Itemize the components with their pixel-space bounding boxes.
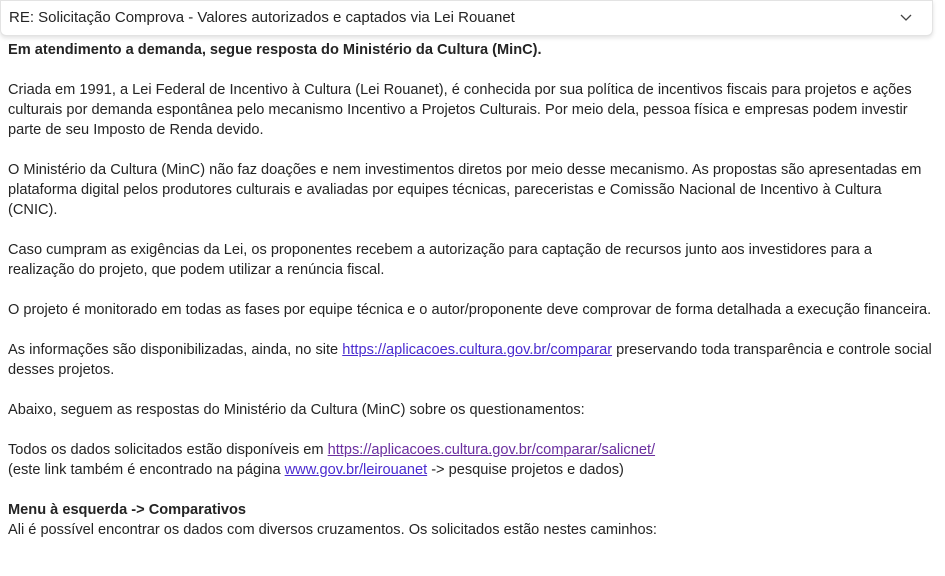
menu-text: Ali é possível encontrar os dados com diversos cruzamentos. Os solicitados estão nestes caminhos: xyxy=(8,522,657,538)
dados-line2-before: (este link também é encontrado na página xyxy=(8,462,285,478)
intro-text: Em atendimento a demanda, segue resposta do Ministério da Cultura (MinC). xyxy=(8,42,542,58)
message-body xyxy=(8,40,933,560)
paragraph-minc-doacoes: O Ministério da Cultura (MinC) não faz doações e nem investimentos diretos por meio desse mecanismo. As propostas são apresentadas em plataforma digital pelos produtores culturais e avaliadas por equipes técnicas, pareceristas e Comissão Nacional de Incentivo à Cultura (CNIC). xyxy=(8,162,922,218)
salicnet-link[interactable]: https://aplicacoes.cultura.gov.br/comparar/salicnet/ xyxy=(327,442,656,458)
leirouanet-link[interactable]: www.gov.br/leirouanet xyxy=(284,462,428,478)
dados-text-before: Todos os dados solicitados estão disponíveis em xyxy=(8,442,328,458)
paragraph-informacoes-text-before: As informações são disponibilizadas, ainda, no site xyxy=(8,342,343,358)
paragraph-lei-rouanet: Criada em 1991, a Lei Federal de Incentivo à Cultura (Lei Rouanet), é conhecida por sua política de incentivos fiscais para projetos e ações culturais por demanda espontânea pelo mecanismo Incentivo a Projetos Culturais. Por meio dela, pessoa física e empresas podem investir parte de seu Imposto de Renda devido. xyxy=(8,82,912,138)
paragraph-exigencias: Caso cumpram as exigências da Lei, os proponentes recebem a autorização para captação de recursos junto aos investidores para a realização do projeto, que podem utilizar a renúncia fiscal. xyxy=(8,242,872,278)
message-subject-bar xyxy=(0,0,933,36)
scrollbar-gutter xyxy=(933,0,945,576)
paragraph-abaixo: Abaixo, seguem as respostas do Ministério da Cultura (MinC) sobre os questionamentos: xyxy=(8,402,585,418)
menu-heading: Menu à esquerda -> Comparativos xyxy=(8,502,247,518)
paragraph-informacoes xyxy=(8,340,933,380)
chevron-down-icon[interactable] xyxy=(898,9,914,25)
comparar-link[interactable]: https://aplicacoes.cultura.gov.br/comparar xyxy=(342,342,613,358)
paragraph-monitoramento: O projeto é monitorado em todas as fases por equipe técnica e o autor/proponente deve comprovar de forma detalhada a execução financeira. xyxy=(8,302,932,318)
dados-line2-after: -> pesquise projetos e dados) xyxy=(427,462,624,478)
paragraph-informacoes-text-after: preservando toda transparência e controle social desses projetos. xyxy=(8,342,932,378)
paragraph-dados xyxy=(8,440,933,480)
paragraph-menu xyxy=(8,500,933,540)
message-subject: RE: Solicitação Comprova - Valores autorizados e captados via Lei Rouanet xyxy=(9,9,515,26)
